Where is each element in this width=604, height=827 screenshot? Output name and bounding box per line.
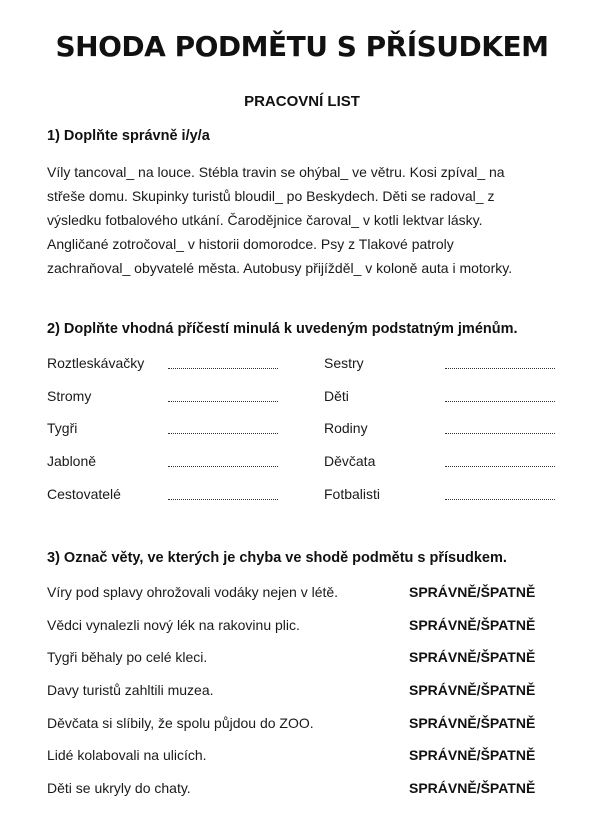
noun-label: Jabloně (47, 453, 97, 469)
answer-blank[interactable] (445, 433, 555, 434)
sentence-text: Lidé kolabovali na ulicích. (47, 747, 207, 763)
noun-label: Děvčata (324, 453, 376, 469)
section-2-heading: 2) Doplňte vhodná příčestí minulá k uvedeným podstatným jménům. (47, 321, 518, 337)
sentence-row (47, 682, 567, 702)
answer-blank[interactable] (445, 466, 555, 467)
sentence-row (47, 780, 567, 800)
correct-wrong-choice[interactable]: SPRÁVNĚ/ŠPATNĚ (409, 584, 536, 600)
answer-blank[interactable] (445, 499, 555, 500)
answer-blank[interactable] (168, 466, 278, 467)
sentence-row (47, 715, 567, 735)
noun-row (0, 453, 604, 473)
sentence-row (47, 617, 567, 637)
noun-label: Stromy (47, 388, 92, 404)
section-1-paragraph (47, 160, 567, 280)
sentence-text: Děvčata si slíbily, že spolu půjdou do ZOO. (47, 715, 314, 731)
page-subtitle: PRACOVNÍ LIST (244, 93, 360, 110)
correct-wrong-choice[interactable]: SPRÁVNĚ/ŠPATNĚ (409, 617, 536, 633)
noun-label: Sestry (324, 355, 364, 371)
sentence-text: Vědci vynalezli nový lék na rakovinu plic. (47, 617, 300, 633)
sentence-text: Tygři běhaly po celé kleci. (47, 649, 208, 665)
paragraph-line: výsledku fotbalového utkání. Čarodějnice čaroval_ v kotli lektvar lásky. (47, 212, 483, 228)
correct-wrong-choice[interactable]: SPRÁVNĚ/ŠPATNĚ (409, 682, 536, 698)
noun-row (0, 355, 604, 375)
noun-row (0, 420, 604, 440)
paragraph-line: střeše domu. Skupinky turistů bloudil_ po Beskydech. Děti se radoval_ z (47, 188, 495, 204)
noun-label: Rodiny (324, 420, 368, 436)
noun-label: Roztleskávačky (47, 355, 145, 371)
correct-wrong-choice[interactable]: SPRÁVNĚ/ŠPATNĚ (409, 747, 536, 763)
paragraph-line: Víly tancoval_ na louce. Stébla travin se ohýbal_ ve větru. Kosi zpíval_ na (47, 164, 505, 180)
paragraph-line: Angličané zotročoval_ v historii domorodce. Psy z Tlakové patroly (47, 236, 454, 252)
sentence-row (47, 747, 567, 767)
noun-label: Tygři (47, 420, 78, 436)
correct-wrong-choice[interactable]: SPRÁVNĚ/ŠPATNĚ (409, 715, 536, 731)
section-1-heading: 1) Doplňte správně i/y/a (47, 128, 210, 144)
noun-label: Děti (324, 388, 349, 404)
answer-blank[interactable] (168, 368, 278, 369)
answer-blank[interactable] (168, 401, 278, 402)
sentence-row (47, 584, 567, 604)
section-3-heading: 3) Označ věty, ve kterých je chyba ve shodě podmětu s přísudkem. (47, 550, 507, 566)
noun-row (0, 486, 604, 506)
sentence-text: Víry pod splavy ohrožovali vodáky nejen v létě. (47, 584, 339, 600)
sentence-text: Davy turistů zahltili muzea. (47, 682, 214, 698)
answer-blank[interactable] (445, 368, 555, 369)
noun-row (0, 388, 604, 408)
answer-blank[interactable] (168, 433, 278, 434)
noun-label: Cestovatelé (47, 486, 121, 502)
sentence-row (47, 649, 567, 669)
sentence-text: Děti se ukryly do chaty. (47, 780, 191, 796)
noun-label: Fotbalisti (324, 486, 381, 502)
correct-wrong-choice[interactable]: SPRÁVNĚ/ŠPATNĚ (409, 780, 536, 796)
answer-blank[interactable] (445, 401, 555, 402)
correct-wrong-choice[interactable]: SPRÁVNĚ/ŠPATNĚ (409, 649, 536, 665)
answer-blank[interactable] (168, 499, 278, 500)
paragraph-line: zachraňoval_ obyvatelé města. Autobusy přijížděl_ v koloně auta i motorky. (47, 260, 513, 276)
page-title: SHODA PODMĚTU S PŘÍSUDKEM (55, 30, 549, 63)
